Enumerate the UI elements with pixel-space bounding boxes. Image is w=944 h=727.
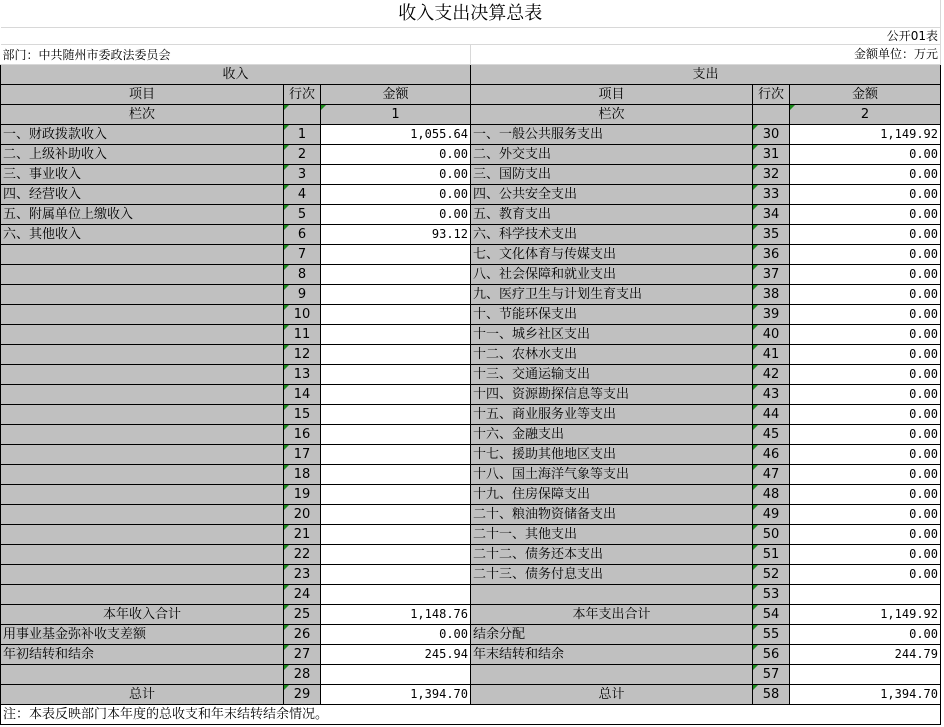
unit-label: 金额单位：万元 <box>471 45 941 65</box>
income-item <box>1 325 284 345</box>
expense-row-no: 37 <box>753 265 790 285</box>
expense-amount[interactable]: 1,149.92 <box>790 125 941 145</box>
table-row <box>1 185 941 205</box>
expense-row-no: 48 <box>753 485 790 505</box>
table-row <box>1 505 941 525</box>
income-item <box>1 285 284 305</box>
table-row <box>1 205 941 225</box>
expense-amount[interactable]: 0.00 <box>790 345 941 365</box>
expense-item: 本年支出合计 <box>471 605 753 625</box>
expense-row-no: 43 <box>753 385 790 405</box>
table-row <box>1 565 941 585</box>
table-row <box>1 225 941 245</box>
income-amount[interactable] <box>321 585 471 605</box>
column-header-row-no: 行次 <box>753 85 790 105</box>
expense-item: 十三、交通运输支出 <box>471 365 753 385</box>
income-amount[interactable]: 0.00 <box>321 165 471 185</box>
table-row <box>1 525 941 545</box>
expense-row-no: 38 <box>753 285 790 305</box>
income-item: 二、上级补助收入 <box>1 145 284 165</box>
income-item <box>1 665 284 685</box>
income-amount[interactable]: 1,055.64 <box>321 125 471 145</box>
income-row-no: 13 <box>284 365 321 385</box>
expense-amount[interactable] <box>790 665 941 685</box>
expense-row-no: 42 <box>753 365 790 385</box>
expense-item: 二十二、债务还本支出 <box>471 545 753 565</box>
table-row <box>1 145 941 165</box>
lanci-label: 栏次 <box>1 105 284 125</box>
income-amount[interactable] <box>321 505 471 525</box>
expense-row-no: 46 <box>753 445 790 465</box>
table-row <box>1 385 941 405</box>
lanci-blank <box>284 105 321 125</box>
income-item <box>1 265 284 285</box>
expense-row-no: 53 <box>753 585 790 605</box>
income-amount[interactable]: 245.94 <box>321 645 471 665</box>
column-header-amount: 金额 <box>321 85 471 105</box>
income-amount[interactable] <box>321 345 471 365</box>
table-row <box>1 625 941 645</box>
expense-item: 二十、粮油物资储备支出 <box>471 505 753 525</box>
income-amount[interactable] <box>321 525 471 545</box>
expense-item: 六、科学技术支出 <box>471 225 753 245</box>
expense-row-no: 56 <box>753 645 790 665</box>
expense-item: 十九、住房保障支出 <box>471 485 753 505</box>
income-item: 一、财政拨款收入 <box>1 125 284 145</box>
table-row <box>1 605 941 625</box>
expense-item: 二、外交支出 <box>471 145 753 165</box>
expense-amount[interactable]: 0.00 <box>790 245 941 265</box>
income-item <box>1 545 284 565</box>
income-item <box>1 385 284 405</box>
lanci-income: 1 <box>321 105 471 125</box>
income-row-no: 6 <box>284 225 321 245</box>
income-amount[interactable] <box>321 545 471 565</box>
income-row-no: 26 <box>284 625 321 645</box>
table-row <box>1 245 941 265</box>
expense-item: 总计 <box>471 685 753 705</box>
expense-amount[interactable]: 0.00 <box>790 205 941 225</box>
table-row <box>1 405 941 425</box>
income-row-no: 25 <box>284 605 321 625</box>
expense-amount[interactable]: 0.00 <box>790 565 941 585</box>
expense-amount[interactable]: 0.00 <box>790 325 941 345</box>
income-amount[interactable] <box>321 365 471 385</box>
income-item: 四、经营收入 <box>1 185 284 205</box>
expense-amount[interactable]: 0.00 <box>790 385 941 405</box>
expense-amount[interactable]: 0.00 <box>790 525 941 545</box>
expense-row-no: 57 <box>753 665 790 685</box>
table-row <box>1 285 941 305</box>
expense-amount[interactable]: 0.00 <box>790 445 941 465</box>
expense-item: 十八、国土海洋气象等支出 <box>471 465 753 485</box>
expense-amount[interactable]: 0.00 <box>790 545 941 565</box>
expense-row-no: 31 <box>753 145 790 165</box>
income-amount[interactable] <box>321 425 471 445</box>
income-item <box>1 305 284 325</box>
lanci-expense: 2 <box>790 105 941 125</box>
table-row <box>1 665 941 685</box>
expense-row-no: 49 <box>753 505 790 525</box>
income-amount[interactable]: 0.00 <box>321 185 471 205</box>
expense-row-no: 41 <box>753 345 790 365</box>
expense-amount[interactable]: 0.00 <box>790 625 941 645</box>
income-row-no: 27 <box>284 645 321 665</box>
expense-row-no: 55 <box>753 625 790 645</box>
expense-item: 八、社会保障和就业支出 <box>471 265 753 285</box>
lanci-row <box>1 105 941 125</box>
column-header-item: 项目 <box>471 85 753 105</box>
income-row-no: 29 <box>284 685 321 705</box>
income-row-no: 16 <box>284 425 321 445</box>
footnote: 注：本表反映部门本年度的总收支和年末结转结余情况。 <box>1 705 941 725</box>
expense-row-no: 47 <box>753 465 790 485</box>
expense-row-no: 39 <box>753 305 790 325</box>
lanci-blank <box>753 105 790 125</box>
income-item <box>1 525 284 545</box>
expense-amount[interactable]: 0.00 <box>790 405 941 425</box>
income-row-no: 8 <box>284 265 321 285</box>
expense-item: 结余分配 <box>471 625 753 645</box>
income-row-no: 9 <box>284 285 321 305</box>
income-row-no: 10 <box>284 305 321 325</box>
income-amount[interactable] <box>321 325 471 345</box>
expense-item: 一、一般公共服务支出 <box>471 125 753 145</box>
income-item <box>1 505 284 525</box>
income-row-no: 3 <box>284 165 321 185</box>
income-amount[interactable]: 1,394.70 <box>321 685 471 705</box>
income-row-no: 4 <box>284 185 321 205</box>
expense-row-no: 32 <box>753 165 790 185</box>
expense-amount[interactable]: 1,149.92 <box>790 605 941 625</box>
income-amount[interactable] <box>321 665 471 685</box>
table-row <box>1 425 941 445</box>
income-item: 用事业基金弥补收支差额 <box>1 625 284 645</box>
income-item <box>1 585 284 605</box>
income-amount[interactable] <box>321 565 471 585</box>
income-amount[interactable] <box>321 405 471 425</box>
income-item <box>1 465 284 485</box>
expense-amount[interactable]: 0.00 <box>790 185 941 205</box>
expense-item: 二十三、债务付息支出 <box>471 565 753 585</box>
income-item <box>1 565 284 585</box>
income-item: 总计 <box>1 685 284 705</box>
table-row <box>1 465 941 485</box>
table-row <box>1 125 941 145</box>
income-row-no: 11 <box>284 325 321 345</box>
income-row-no: 15 <box>284 405 321 425</box>
income-amount[interactable] <box>321 485 471 505</box>
expense-item: 五、教育支出 <box>471 205 753 225</box>
column-header-row-no: 行次 <box>284 85 321 105</box>
column-header-row <box>1 85 941 105</box>
income-row-no: 21 <box>284 525 321 545</box>
expense-amount[interactable] <box>790 585 941 605</box>
income-amount[interactable] <box>321 385 471 405</box>
expense-row-no: 45 <box>753 425 790 445</box>
expense-header: 支出 <box>471 65 941 85</box>
table-row <box>1 325 941 345</box>
expense-row-no: 35 <box>753 225 790 245</box>
expense-item: 二十一、其他支出 <box>471 525 753 545</box>
expense-amount[interactable]: 0.00 <box>790 225 941 245</box>
expense-row-no: 54 <box>753 605 790 625</box>
column-header-amount: 金额 <box>790 85 941 105</box>
expense-item: 十四、资源勘探信息等支出 <box>471 385 753 405</box>
income-item: 年初结转和结余 <box>1 645 284 665</box>
expense-item <box>471 665 753 685</box>
expense-item: 三、国防支出 <box>471 165 753 185</box>
income-item <box>1 345 284 365</box>
column-header-item: 项目 <box>1 85 284 105</box>
page-title: 收入支出决算总表 <box>1 0 941 28</box>
income-item <box>1 425 284 445</box>
department-label: 部门：中共随州市委政法委员会 <box>1 45 471 65</box>
income-row-no: 5 <box>284 205 321 225</box>
expense-amount[interactable]: 0.00 <box>790 365 941 385</box>
expense-item: 十、节能环保支出 <box>471 305 753 325</box>
expense-item: 十一、城乡社区支出 <box>471 325 753 345</box>
income-row-no: 14 <box>284 385 321 405</box>
expense-amount[interactable]: 0.00 <box>790 305 941 325</box>
income-item <box>1 365 284 385</box>
expense-amount[interactable]: 1,394.70 <box>790 685 941 705</box>
expense-amount[interactable]: 0.00 <box>790 145 941 165</box>
expense-item <box>471 585 753 605</box>
expense-item: 十五、商业服务业等支出 <box>471 405 753 425</box>
income-row-no: 1 <box>284 125 321 145</box>
expense-item: 九、医疗卫生与计划生育支出 <box>471 285 753 305</box>
form-number: 公开01表 <box>1 28 941 45</box>
expense-row-no: 30 <box>753 125 790 145</box>
income-row-no: 2 <box>284 145 321 165</box>
table-row <box>1 645 941 665</box>
expense-row-no: 36 <box>753 245 790 265</box>
table-row <box>1 165 941 185</box>
expense-row-no: 34 <box>753 205 790 225</box>
expense-item: 十七、援助其他地区支出 <box>471 445 753 465</box>
income-item: 五、附属单位上缴收入 <box>1 205 284 225</box>
income-item <box>1 445 284 465</box>
table-row <box>1 685 941 705</box>
income-row-no: 22 <box>284 545 321 565</box>
income-row-no: 12 <box>284 345 321 365</box>
income-item <box>1 405 284 425</box>
expense-amount[interactable]: 0.00 <box>790 505 941 525</box>
income-amount[interactable] <box>321 245 471 265</box>
income-amount[interactable] <box>321 265 471 285</box>
income-amount[interactable]: 0.00 <box>321 145 471 165</box>
expense-item: 年末结转和结余 <box>471 645 753 665</box>
income-row-no: 19 <box>284 485 321 505</box>
expense-row-no: 33 <box>753 185 790 205</box>
income-amount[interactable] <box>321 445 471 465</box>
table-row <box>1 345 941 365</box>
income-amount[interactable]: 93.12 <box>321 225 471 245</box>
expense-row-no: 51 <box>753 545 790 565</box>
income-row-no: 17 <box>284 445 321 465</box>
table-row <box>1 585 941 605</box>
income-item <box>1 245 284 265</box>
table-row <box>1 445 941 465</box>
income-item <box>1 485 284 505</box>
expense-amount[interactable]: 0.00 <box>790 285 941 305</box>
income-amount[interactable]: 1,148.76 <box>321 605 471 625</box>
expense-item: 十六、金融支出 <box>471 425 753 445</box>
income-header: 收入 <box>1 65 471 85</box>
income-row-no: 23 <box>284 565 321 585</box>
table-row <box>1 365 941 385</box>
income-row-no: 18 <box>284 465 321 485</box>
income-amount[interactable] <box>321 305 471 325</box>
section-header-row <box>1 65 941 85</box>
income-amount[interactable] <box>321 465 471 485</box>
income-row-no: 28 <box>284 665 321 685</box>
table-row <box>1 305 941 325</box>
income-amount[interactable]: 0.00 <box>321 205 471 225</box>
expense-amount[interactable]: 0.00 <box>790 265 941 285</box>
expense-row-no: 40 <box>753 325 790 345</box>
income-item: 本年收入合计 <box>1 605 284 625</box>
income-row-no: 20 <box>284 505 321 525</box>
income-amount[interactable]: 0.00 <box>321 625 471 645</box>
expense-row-no: 44 <box>753 405 790 425</box>
income-item: 三、事业收入 <box>1 165 284 185</box>
income-amount[interactable] <box>321 285 471 305</box>
table-row <box>1 545 941 565</box>
table-row <box>1 265 941 285</box>
expense-row-no: 52 <box>753 565 790 585</box>
income-row-no: 24 <box>284 585 321 605</box>
expense-item: 四、公共安全支出 <box>471 185 753 205</box>
table-row <box>1 485 941 505</box>
income-item: 六、其他收入 <box>1 225 284 245</box>
expense-amount[interactable]: 244.79 <box>790 645 941 665</box>
expense-amount[interactable]: 0.00 <box>790 425 941 445</box>
expense-row-no: 58 <box>753 685 790 705</box>
expense-item: 七、文化体育与传媒支出 <box>471 245 753 265</box>
lanci-label: 栏次 <box>471 105 753 125</box>
expense-amount[interactable]: 0.00 <box>790 465 941 485</box>
income-row-no: 7 <box>284 245 321 265</box>
expense-amount[interactable]: 0.00 <box>790 485 941 505</box>
expense-item: 十二、农林水支出 <box>471 345 753 365</box>
expense-row-no: 50 <box>753 525 790 545</box>
expense-amount[interactable]: 0.00 <box>790 165 941 185</box>
